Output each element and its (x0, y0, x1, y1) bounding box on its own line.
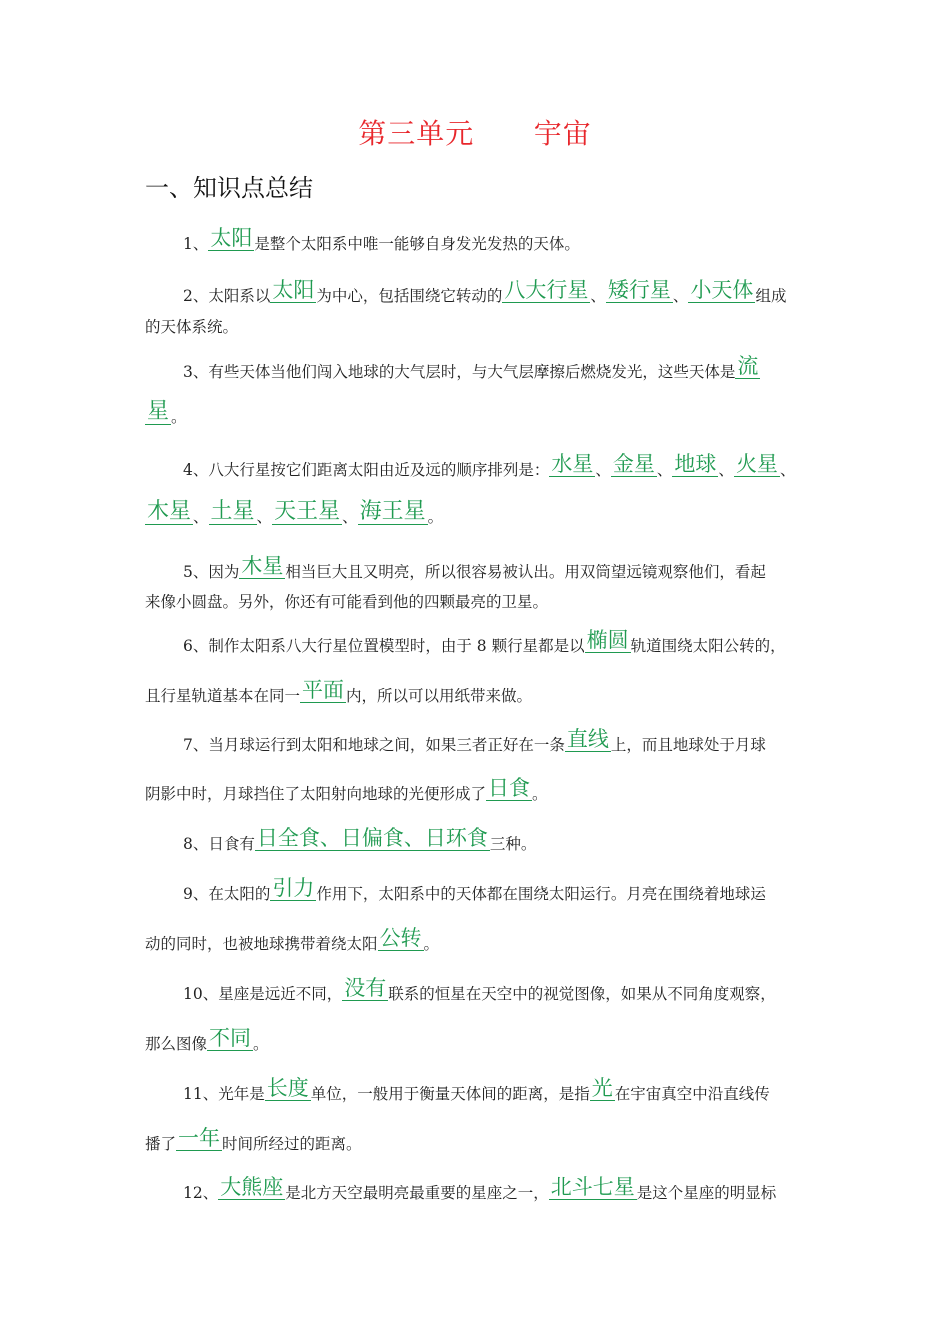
item-number: 12、 (183, 1184, 219, 1202)
item-text: 是这个星座的明显标 (636, 1184, 777, 1202)
item-text: 动的同时，也被地球携带着绕太阳 (145, 935, 378, 953)
item-6-cont (145, 678, 810, 709)
item-text: 轨道围绕太阳公转的， (630, 637, 786, 655)
item-number: 6、 (183, 637, 209, 655)
item-9 (145, 876, 848, 907)
answer-blank: 太阳 (272, 278, 315, 302)
item-number: 8、 (183, 835, 209, 853)
answer-blank: 金星 (612, 452, 655, 476)
answer-blank: 星 (147, 399, 170, 424)
item-text: 星座是远近不同， (218, 985, 343, 1003)
item-text: 日食有 (208, 835, 255, 853)
item-text: 那么图像 (145, 1035, 208, 1053)
answer-blank: 直线 (566, 727, 609, 751)
item-11 (145, 1076, 848, 1107)
item-4 (145, 452, 848, 483)
answer-blank: 天王星 (274, 499, 341, 524)
answer-blank: 公转 (379, 926, 422, 950)
item-text: 。 (253, 1035, 269, 1053)
separator: 、 (193, 508, 209, 526)
answer-blank: 土星 (210, 499, 255, 524)
item-text: 三种。 (489, 835, 537, 853)
item-10 (145, 976, 848, 1007)
answer-blank: 地球 (674, 452, 717, 476)
item-text: 来像小圆盘。另外，你还有可能看到他的四颗最亮的卫星。 (145, 593, 549, 611)
item-text: 作用下，太阳系中的天体都在围绕太阳运行。月亮在围绕着地球运 (316, 885, 766, 903)
item-text: 阴影中时，月球挡住了太阳射向地球的光便形成了 (145, 785, 487, 803)
answer-blank: 大熊座 (220, 1175, 284, 1199)
item-3 (145, 354, 848, 385)
answer-blank: 一年 (178, 1126, 221, 1150)
answer-blank: 太阳 (210, 226, 253, 250)
answer-blank: 长度 (266, 1076, 309, 1100)
answer-blank: 火星 (735, 452, 778, 476)
item-8 (145, 826, 848, 857)
item-text: 因为 (208, 563, 240, 581)
item-11-cont (145, 1126, 810, 1157)
item-text: 。 (171, 408, 187, 426)
item-3-cont (145, 400, 810, 430)
item-number: 5、 (183, 563, 209, 581)
section-heading: 一、知识点总结 (145, 174, 313, 202)
answer-blank: 八大行星 (504, 278, 589, 302)
answer-blank: 水星 (551, 452, 594, 476)
item-7-cont (145, 776, 810, 807)
item-number: 2、 (183, 287, 209, 305)
answer-blank: 矮行星 (607, 278, 671, 302)
item-text: 且行星轨道基本在同一 (145, 687, 301, 705)
item-2 (145, 278, 848, 309)
item-text: 单位，一般用于衡量天体间的距离，是指 (310, 1085, 590, 1103)
separator: 、 (590, 287, 606, 305)
item-text: 是整个太阳系中唯一能够自身发光发热的天体。 (254, 235, 580, 253)
item-number: 7、 (183, 736, 209, 754)
answer-blank: 引力 (272, 876, 315, 900)
answer-blank: 北斗七星 (550, 1175, 635, 1199)
item-text: 时间所经过的距离。 (222, 1135, 362, 1153)
item-7 (145, 727, 848, 758)
separator: 、 (779, 461, 796, 479)
item-2-cont (145, 314, 810, 340)
answer-blank: 不同 (209, 1026, 252, 1050)
item-text: 制作太阳系八大行星位置模型时，由于 8 颗行星都是以 (208, 637, 585, 655)
item-1 (145, 226, 848, 257)
answer-blank: 椭圆 (586, 628, 629, 652)
item-text: 。 (532, 785, 548, 803)
item-9-cont (145, 926, 810, 957)
separator: 、 (656, 461, 673, 479)
item-text: 上，而且地球处于月球 (610, 736, 766, 754)
item-text: 太阳系以 (208, 287, 271, 305)
answer-blank: 小天体 (690, 278, 754, 302)
item-text: 为中心，包括围绕它转动的 (316, 287, 503, 305)
answer-blank: 流 (737, 354, 759, 378)
item-4-cont (145, 500, 810, 530)
item-text: 当月球运行到太阳和地球之间，如果三者正好在一条 (208, 736, 565, 754)
item-text: 光年是 (218, 1085, 265, 1103)
item-number: 1、 (183, 235, 209, 253)
separator: 、 (672, 287, 689, 305)
item-text: 在宇宙真空中沿直线传 (614, 1085, 770, 1103)
separator: 、 (256, 508, 273, 526)
item-number: 3、 (183, 363, 209, 381)
item-12 (145, 1175, 848, 1206)
item-text: 内，所以可以用纸带来做。 (346, 687, 533, 705)
item-10-cont (145, 1026, 810, 1057)
answer-blank: 木星 (241, 554, 284, 578)
item-number: 10、 (183, 985, 219, 1003)
page-title: 第三单元 宇宙 (358, 117, 592, 150)
item-text: 的天体系统。 (145, 318, 239, 336)
item-text: 是北方天空最明亮最重要的星座之一， (285, 1184, 549, 1202)
item-number: 4、 (183, 461, 209, 479)
item-6 (145, 628, 848, 659)
item-text: 组成 (755, 287, 787, 305)
item-5-cont (145, 589, 810, 615)
answer-blank: 没有 (344, 976, 387, 1000)
answer-blank: 平面 (302, 678, 345, 702)
answer-blank: 日食 (488, 776, 531, 800)
item-text: 。 (427, 508, 444, 526)
item-text: 有些天体当他们闯入地球的大气层时，与大气层摩擦后燃烧发光，这些天体是 (208, 363, 736, 381)
answer-blank: 光 (591, 1076, 613, 1100)
item-text: 八大行星按它们距离太阳由近及远的顺序排列是： (208, 461, 550, 479)
item-number: 9、 (183, 885, 209, 903)
separator: 、 (595, 461, 611, 479)
answer-blank: 木星 (147, 499, 192, 524)
item-5 (145, 554, 848, 585)
separator: 、 (342, 508, 358, 526)
item-number: 11、 (183, 1085, 219, 1103)
item-text: 相当巨大且又明亮，所以很容易被认出。用双筒望远镜观察他们，看起 (285, 563, 766, 581)
separator: 、 (718, 461, 734, 479)
item-text: 播了 (145, 1135, 177, 1153)
item-text: 在太阳的 (208, 885, 271, 903)
answer-blank: 海王星 (359, 499, 426, 524)
answer-blank: 日全食、日偏食、日环食 (256, 826, 488, 850)
item-text: 联系的恒星在天空中的视觉图像，如果从不同角度观察， (388, 985, 776, 1003)
item-text: 。 (423, 935, 440, 953)
